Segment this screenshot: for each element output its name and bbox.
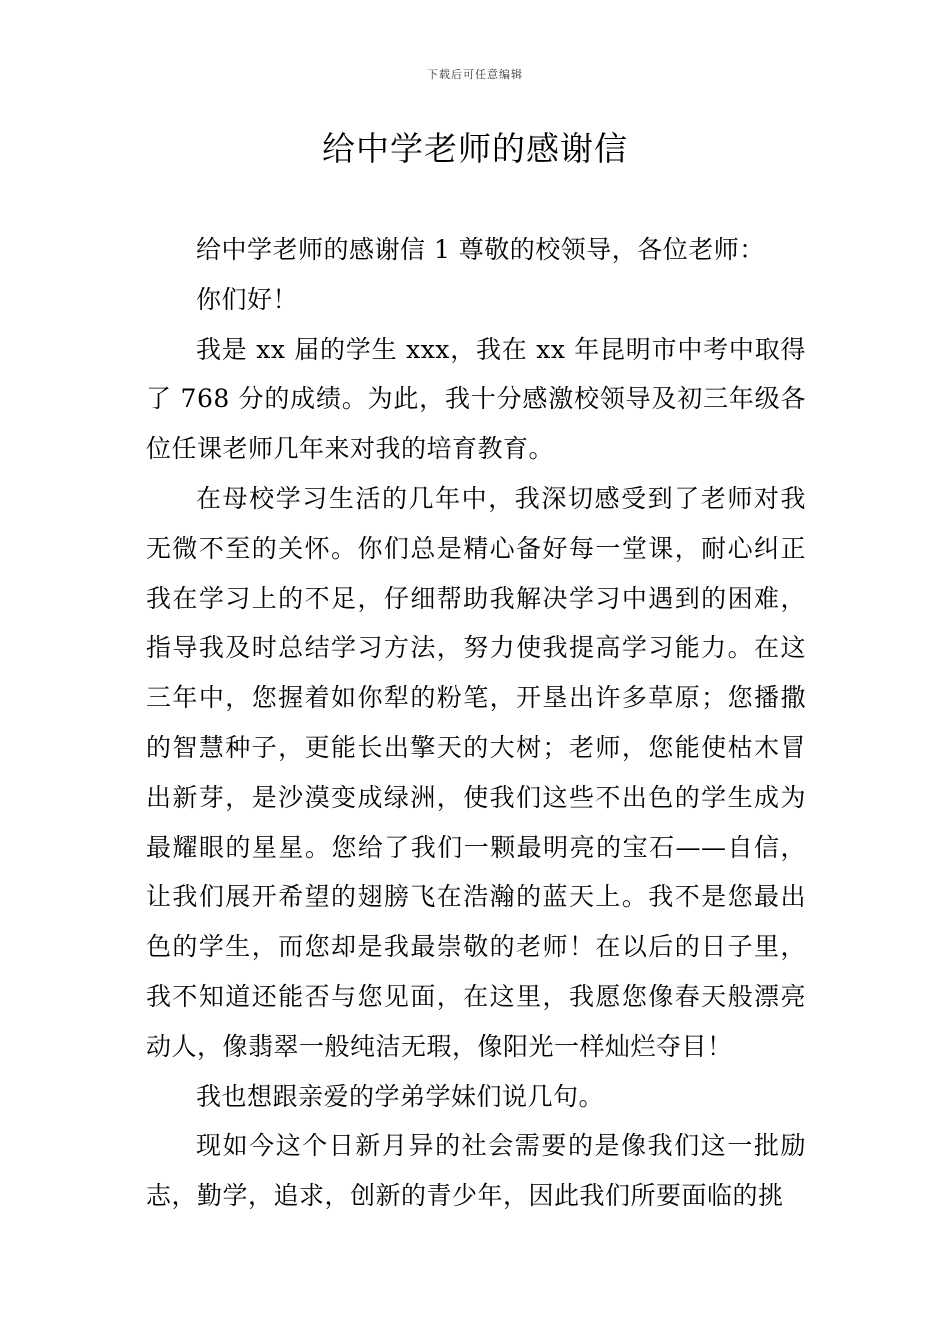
paragraph-introduction: 我是 xx 届的学生 xxx，我在 xx 年昆明市中考中取得了 768 分的成绩。为此，我十分感激校领导及初三年级各位任课老师几年来对我的培育教育。 xyxy=(146,334,806,464)
letter-body xyxy=(146,225,806,1221)
header-note: 下载后可任意编辑 xyxy=(427,68,523,81)
paragraph-society: 现如今这个日新月异的社会需要的是像我们这一批励志，勤学，追求，创新的青少年，因此我们所要面临的挑 xyxy=(146,1131,806,1211)
document-title: 给中学老师的感谢信 xyxy=(322,129,628,168)
paragraph-greeting: 你们好！ xyxy=(196,284,299,314)
paragraph-salutation: 给中学老师的感谢信 1 尊敬的校领导，各位老师： xyxy=(196,235,765,264)
paragraph-juniors: 我也想跟亲爱的学弟学妹们说几句。 xyxy=(196,1081,605,1111)
paragraph-gratitude: 在母校学习生活的几年中，我深切感受到了老师对我无微不至的关怀。你们总是精心备好每一堂课，耐心纠正我在学习上的不足，仔细帮助我解决学习中遇到的困难，指导我及时总结学习方法，努力使我提高学习能力。在这三年中，您握着如你犁的粉笔，开垦出许多草原；您播撒的智慧种子，更能长出擎天的大树；老师，您能使枯木冒出新芽，是沙漠变成绿洲，使我们这些不出色的学生成为最耀眼的星星。您给了我们一颗最明亮的宝石——自信，让我们展开希望的翅膀飞在浩瀚的蓝天上。我不是您最出色的学生，而您却是我最崇敬的老师！在以后的日子里，我不知道还能否与您见面，在这里，我愿您像春天般漂亮动人，像翡翠一般纯洁无瑕，像阳光一样灿烂夺目！ xyxy=(146,483,806,1061)
